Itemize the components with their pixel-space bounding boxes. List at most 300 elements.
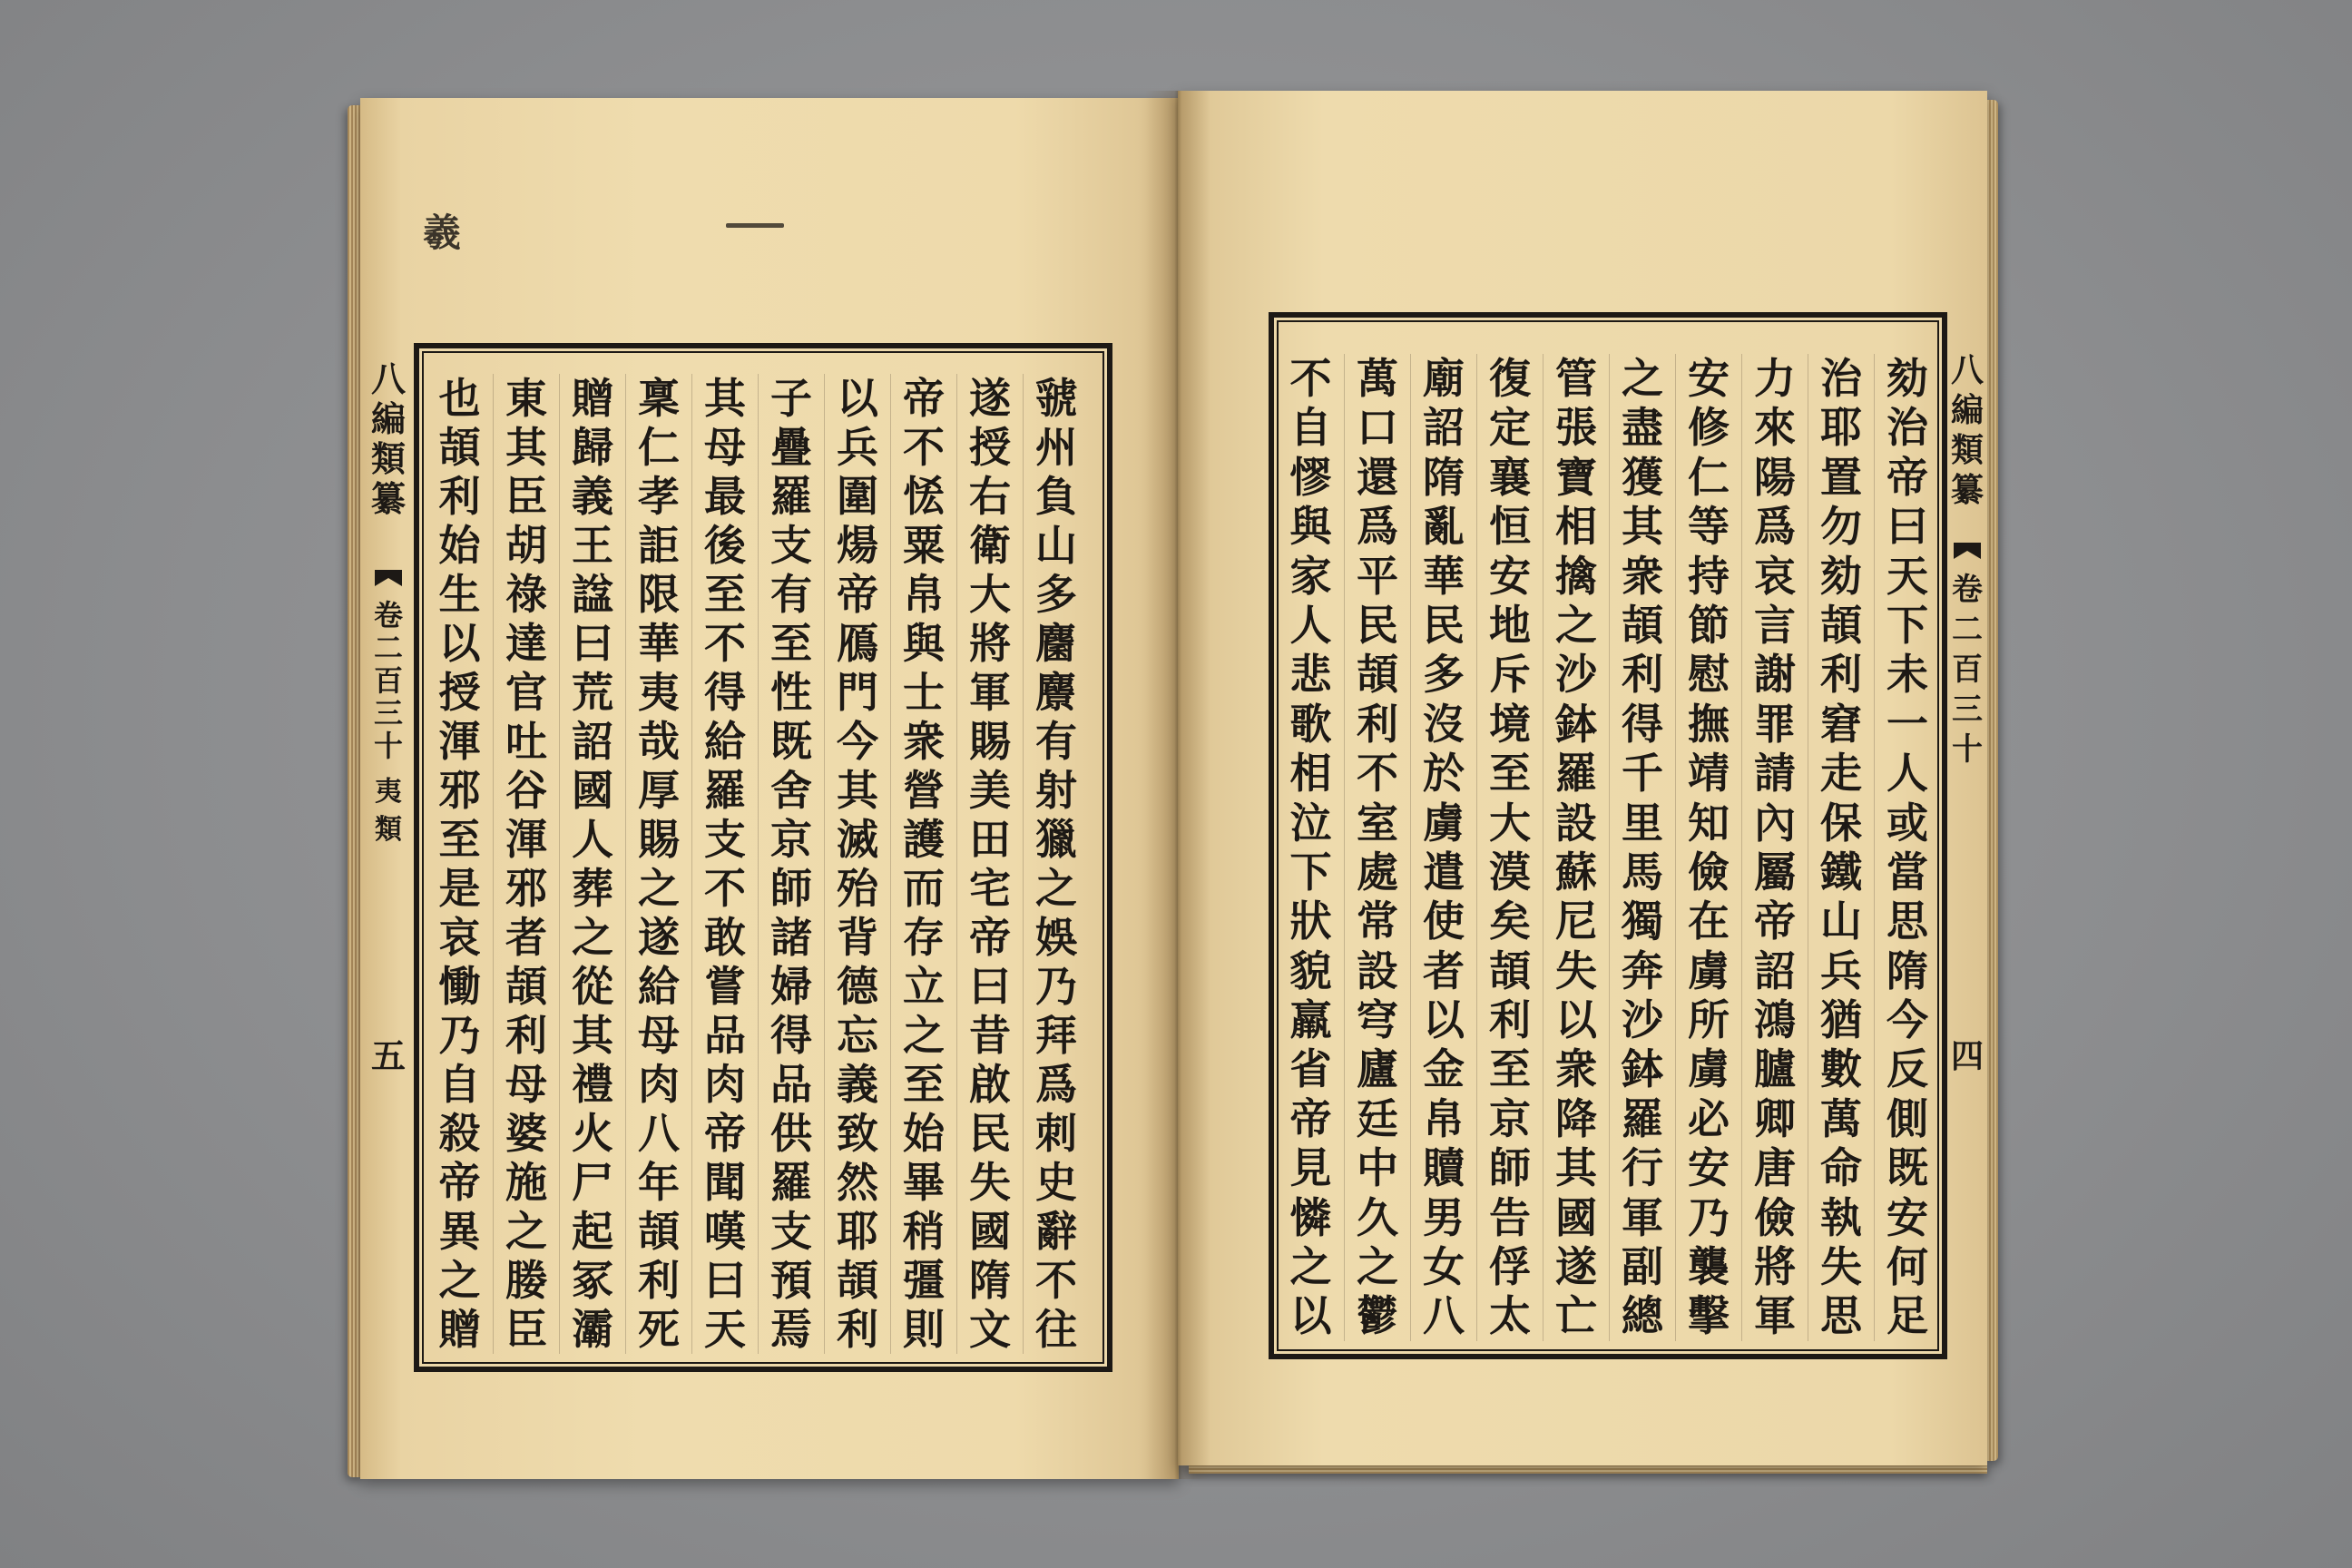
- glyph: 贈: [572, 374, 613, 423]
- text-column: [1410, 354, 1476, 1341]
- glyph: 火: [572, 1109, 613, 1158]
- glyph: 乃: [1688, 1192, 1730, 1242]
- glyph: 儉: [1754, 1192, 1796, 1242]
- glyph: 副: [1622, 1242, 1663, 1292]
- glyph: 自: [438, 1060, 481, 1109]
- glyph: 以: [837, 374, 878, 423]
- glyph: 尸: [572, 1158, 613, 1207]
- glyph: 之: [1622, 354, 1663, 403]
- glyph: 義: [572, 472, 613, 521]
- glyph: 支: [704, 815, 746, 864]
- glyph: 失: [969, 1158, 1011, 1207]
- glyph: 以: [1555, 995, 1597, 1045]
- glyph: 尼: [1555, 897, 1597, 946]
- glyph: 二: [373, 632, 403, 664]
- glyph: 保: [1820, 798, 1862, 848]
- glyph: 窘: [1820, 699, 1862, 749]
- glyph: 不: [1289, 354, 1332, 403]
- glyph: 太: [1489, 1291, 1531, 1341]
- glyph: 稍: [903, 1207, 945, 1256]
- glyph: 罪: [1754, 699, 1796, 749]
- glyph: 安: [1886, 1192, 1928, 1242]
- glyph: 異: [438, 1207, 481, 1256]
- glyph: 遂: [638, 913, 680, 962]
- glyph: 至: [704, 570, 746, 619]
- glyph: 治: [1820, 354, 1862, 403]
- text-column: [691, 374, 758, 1354]
- glyph: 節: [1688, 600, 1730, 650]
- glyph: 男: [1423, 1192, 1465, 1242]
- glyph: 諸: [770, 913, 812, 962]
- glyph: 生: [438, 570, 481, 619]
- glyph: 吐: [505, 717, 547, 766]
- glyph: 等: [1688, 502, 1730, 552]
- glyph: 詔: [1423, 403, 1465, 453]
- glyph: 灞: [572, 1305, 613, 1354]
- glyph: 兵: [837, 423, 878, 472]
- glyph: 臣: [505, 1305, 547, 1354]
- glyph: 帝: [1289, 1093, 1332, 1143]
- glyph: 頡: [1820, 600, 1862, 650]
- glyph: 大: [969, 570, 1011, 619]
- glyph: 軍: [1622, 1192, 1663, 1242]
- glyph: 恒: [1489, 502, 1531, 552]
- glyph: 隋: [969, 1256, 1011, 1305]
- glyph: 啟: [969, 1060, 1011, 1109]
- glyph: 頡: [837, 1256, 878, 1305]
- glyph: 麕: [1035, 619, 1077, 668]
- glyph: 類: [1950, 431, 1984, 469]
- glyph: 側: [1886, 1093, 1928, 1143]
- glyph: 年: [638, 1158, 680, 1207]
- glyph: 請: [1754, 749, 1796, 799]
- glyph: 至: [1489, 1044, 1531, 1094]
- glyph: 必: [1688, 1093, 1730, 1143]
- glyph: 至: [903, 1060, 945, 1109]
- glyph: 之: [638, 864, 680, 913]
- glyph: 羅: [704, 766, 746, 815]
- glyph: 亡: [1555, 1291, 1597, 1341]
- glyph: 千: [1622, 749, 1663, 799]
- glyph: 於: [1423, 749, 1465, 799]
- glyph: 國: [572, 766, 613, 815]
- glyph: 不: [704, 619, 746, 668]
- glyph: 軍: [969, 668, 1011, 717]
- glyph: 穹: [1357, 995, 1398, 1045]
- margin-volume: [368, 599, 408, 762]
- glyph: 之: [438, 1256, 481, 1305]
- glyph: 虜: [1688, 946, 1730, 995]
- glyph: 畢: [903, 1158, 945, 1207]
- glyph: 也: [438, 374, 481, 423]
- glyph: 思: [1820, 1291, 1862, 1341]
- glyph: 天: [704, 1305, 746, 1354]
- glyph: 廟: [1423, 354, 1465, 403]
- glyph: 卿: [1754, 1093, 1796, 1143]
- text-column: [625, 374, 691, 1354]
- glyph: 編: [1950, 391, 1984, 429]
- glyph: 持: [1688, 551, 1730, 601]
- glyph: 往: [1035, 1305, 1077, 1354]
- glyph: 帛: [1423, 1093, 1465, 1143]
- glyph: 既: [1886, 1143, 1928, 1193]
- glyph: 謝: [1754, 650, 1796, 700]
- glyph: 負: [1035, 472, 1077, 521]
- glyph: 久: [1357, 1192, 1398, 1242]
- glyph: 鉢: [1622, 1044, 1663, 1094]
- glyph: 然: [837, 1158, 878, 1207]
- text-column: [1741, 354, 1808, 1341]
- glyph: 百: [1952, 652, 1983, 688]
- glyph: 拜: [1035, 1011, 1077, 1060]
- text-column: [559, 374, 625, 1354]
- glyph: 下: [1886, 600, 1928, 650]
- glyph: 慰: [1688, 650, 1730, 700]
- glyph: 來: [1754, 403, 1796, 453]
- glyph: 鴈: [837, 619, 878, 668]
- glyph: 東: [505, 374, 547, 423]
- glyph: 歸: [572, 423, 613, 472]
- glyph: 當: [1886, 847, 1928, 897]
- glyph: 山: [1035, 521, 1077, 570]
- glyph: 殆: [837, 864, 878, 913]
- glyph: 纂: [1950, 471, 1984, 509]
- glyph: 贖: [1423, 1143, 1465, 1193]
- glyph: 矣: [1489, 897, 1531, 946]
- glyph: 斥: [1489, 650, 1531, 700]
- glyph: 編: [370, 399, 406, 439]
- text-column: [1278, 354, 1344, 1341]
- glyph: 忘: [837, 1011, 878, 1060]
- glyph: 隋: [1886, 946, 1928, 995]
- glyph: 頡: [1489, 946, 1531, 995]
- glyph: 利: [1622, 650, 1663, 700]
- glyph: 處: [1357, 847, 1398, 897]
- glyph: 後: [704, 521, 746, 570]
- glyph: 得: [1622, 699, 1663, 749]
- glyph: 仁: [1688, 452, 1730, 502]
- glyph: 曰: [572, 619, 613, 668]
- text-column: [890, 374, 956, 1354]
- glyph: 相: [1289, 749, 1332, 799]
- glyph: 劾: [1886, 354, 1928, 403]
- glyph: 葬: [572, 864, 613, 913]
- text-column: [824, 374, 890, 1354]
- glyph: 將: [969, 619, 1011, 668]
- glyph: 歌: [1289, 699, 1332, 749]
- glyph: 室: [1357, 798, 1398, 848]
- glyph: 襄: [1489, 452, 1531, 502]
- glyph: 張: [1555, 403, 1597, 453]
- glyph: 足: [1886, 1291, 1928, 1341]
- glyph: 昔: [969, 1011, 1011, 1060]
- glyph: 獲: [1622, 452, 1663, 502]
- glyph: 之: [572, 913, 613, 962]
- glyph: 帛: [903, 570, 945, 619]
- glyph: 頡: [638, 1207, 680, 1256]
- glyph: 憐: [1289, 1192, 1332, 1242]
- glyph: 百: [373, 664, 403, 697]
- glyph: 將: [1754, 1242, 1796, 1292]
- glyph: 荒: [572, 668, 613, 717]
- glyph: 肉: [638, 1060, 680, 1109]
- glyph: 婦: [770, 962, 812, 1011]
- glyph: 肉: [704, 1060, 746, 1109]
- glyph: 境: [1489, 699, 1531, 749]
- glyph: 厚: [638, 766, 680, 815]
- glyph: 哉: [638, 717, 680, 766]
- glyph: 是: [438, 864, 481, 913]
- glyph: 安: [1489, 551, 1531, 601]
- glyph: 置: [1820, 452, 1862, 502]
- gutter-shadow: [1145, 91, 1210, 1479]
- glyph: 殺: [438, 1109, 481, 1158]
- glyph: 羅: [1622, 1093, 1663, 1143]
- glyph: 冢: [572, 1256, 613, 1305]
- glyph: 國: [1555, 1192, 1597, 1242]
- glyph: 慟: [438, 962, 481, 1011]
- glyph: 聞: [704, 1158, 746, 1207]
- glyph: 家: [1289, 551, 1332, 601]
- glyph: 悲: [1289, 650, 1332, 700]
- glyph: 嘆: [704, 1207, 746, 1256]
- glyph: 得: [770, 1011, 812, 1060]
- glyph: 唐: [1754, 1143, 1796, 1193]
- glyph: 省: [1289, 1044, 1332, 1094]
- glyph: 國: [969, 1207, 1011, 1256]
- glyph: 何: [1886, 1242, 1928, 1292]
- glyph: 相: [1555, 502, 1597, 552]
- text-column: [493, 374, 559, 1354]
- glyph: 帝: [969, 913, 1011, 962]
- glyph: 遣: [1423, 847, 1465, 897]
- glyph: 言: [1754, 600, 1796, 650]
- glyph: 授: [969, 423, 1011, 472]
- glyph: 仁: [638, 423, 680, 472]
- glyph: 限: [638, 570, 680, 619]
- glyph: 宅: [969, 864, 1011, 913]
- glyph: 利: [438, 472, 481, 521]
- glyph: 德: [837, 962, 878, 1011]
- glyph: 耶: [1820, 403, 1862, 453]
- page-number: [367, 1034, 410, 1078]
- glyph: 今: [837, 717, 878, 766]
- glyph: 衛: [969, 521, 1011, 570]
- glyph: 其: [505, 423, 547, 472]
- glyph: 之: [903, 1011, 945, 1060]
- glyph: 獵: [1035, 815, 1077, 864]
- glyph: 官: [505, 668, 547, 717]
- glyph: 屬: [1754, 847, 1796, 897]
- glyph: 射: [1035, 766, 1077, 815]
- glyph: 乃: [438, 1011, 481, 1060]
- glyph: 里: [1622, 798, 1663, 848]
- glyph: 利: [638, 1256, 680, 1305]
- glyph: 口: [1357, 403, 1398, 453]
- glyph: 門: [837, 668, 878, 717]
- glyph: 獨: [1622, 897, 1663, 946]
- glyph: 始: [438, 521, 481, 570]
- glyph: 帝: [903, 374, 945, 423]
- glyph: 之: [505, 1207, 547, 1256]
- glyph: 胡: [505, 521, 547, 570]
- glyph: 帝: [704, 1109, 746, 1158]
- glyph: 達: [505, 619, 547, 668]
- glyph: 其: [837, 766, 878, 815]
- glyph: 憀: [1289, 452, 1332, 502]
- glyph: 之: [1357, 1242, 1398, 1292]
- glyph: 設: [1357, 946, 1398, 995]
- glyph: 以: [1423, 995, 1465, 1045]
- glyph: 其: [1555, 1143, 1597, 1193]
- glyph: 鬱: [1357, 1291, 1398, 1341]
- glyph: 媵: [505, 1256, 547, 1305]
- glyph: 祿: [505, 570, 547, 619]
- glyph: 至: [438, 815, 481, 864]
- glyph: 泣: [1289, 798, 1332, 848]
- glyph: 彊: [903, 1256, 945, 1305]
- glyph: 今: [1886, 995, 1928, 1045]
- glyph: 施: [505, 1158, 547, 1207]
- glyph: 邪: [505, 864, 547, 913]
- glyph: 恡: [903, 472, 945, 521]
- glyph: 失: [1555, 946, 1597, 995]
- glyph: 之: [1035, 864, 1077, 913]
- glyph: 使: [1423, 897, 1465, 946]
- glyph: 定: [1489, 403, 1531, 453]
- glyph: 爲: [1035, 1060, 1077, 1109]
- glyph: 卷: [373, 599, 403, 632]
- text-column: [758, 374, 824, 1354]
- glyph: 右: [969, 472, 1011, 521]
- glyph: 粟: [903, 521, 945, 570]
- glyph: 三: [373, 697, 403, 730]
- glyph: 京: [770, 815, 812, 864]
- glyph: 預: [770, 1256, 812, 1305]
- glyph: 遂: [1555, 1242, 1597, 1292]
- glyph: 存: [903, 913, 945, 962]
- glyph: 與: [1289, 502, 1332, 552]
- glyph: 者: [1423, 946, 1465, 995]
- glyph: 八: [370, 359, 406, 399]
- glyph: 擊: [1688, 1291, 1730, 1341]
- glyph: 不: [1035, 1256, 1077, 1305]
- glyph: 設: [1555, 798, 1597, 848]
- glyph: 亂: [1423, 502, 1465, 552]
- glyph: 母: [638, 1011, 680, 1060]
- glyph: 見: [1289, 1143, 1332, 1193]
- glyph: 疊: [770, 423, 812, 472]
- glyph: 敢: [704, 913, 746, 962]
- glyph: 陽: [1754, 452, 1796, 502]
- glyph: 人: [572, 815, 613, 864]
- glyph: 背: [837, 913, 878, 962]
- glyph: 性: [770, 668, 812, 717]
- glyph: 婆: [505, 1109, 547, 1158]
- glyph: 史: [1035, 1158, 1077, 1207]
- glyph: 舍: [770, 766, 812, 815]
- glyph: 執: [1820, 1192, 1862, 1242]
- glyph: 最: [704, 472, 746, 521]
- glyph: 利: [837, 1305, 878, 1354]
- glyph: 中: [1357, 1143, 1398, 1193]
- glyph: 營: [903, 766, 945, 815]
- glyph: 走: [1820, 749, 1862, 799]
- glyph: 山: [1820, 897, 1862, 946]
- glyph: 頡: [505, 962, 547, 1011]
- glyph: 羅: [770, 472, 812, 521]
- text-column: [1675, 354, 1741, 1341]
- glyph: 孝: [638, 472, 680, 521]
- glyph: 鐵: [1820, 847, 1862, 897]
- glyph: 修: [1688, 403, 1730, 453]
- glyph: 平: [1357, 551, 1398, 601]
- glyph: 內: [1754, 798, 1796, 848]
- glyph: 諡: [572, 570, 613, 619]
- glyph: 管: [1555, 354, 1597, 403]
- glyph: 士: [903, 668, 945, 717]
- glyph: 虜: [1688, 1044, 1730, 1094]
- glyph: 煬: [837, 521, 878, 570]
- glyph: 民: [1423, 600, 1465, 650]
- glyph: 而: [903, 864, 945, 913]
- text-column: [1874, 354, 1940, 1341]
- glyph: 護: [903, 815, 945, 864]
- ink-dash-mark: [726, 223, 784, 228]
- glyph: 臣: [505, 472, 547, 521]
- glyph: 爲: [1357, 502, 1398, 552]
- text-column: [1476, 354, 1543, 1341]
- glyph: 力: [1754, 354, 1796, 403]
- glyph: 始: [903, 1109, 945, 1158]
- glyph: 麖: [1035, 668, 1077, 717]
- glyph: 辭: [1035, 1207, 1077, 1256]
- glyph: 利: [1357, 699, 1398, 749]
- glyph: 隋: [1423, 452, 1465, 502]
- glyph: 襲: [1688, 1242, 1730, 1292]
- text-column: [1808, 354, 1874, 1341]
- glyph: 總: [1622, 1291, 1663, 1341]
- glyph: 之: [1555, 600, 1597, 650]
- glyph: 衆: [1622, 551, 1663, 601]
- glyph: 禮: [572, 1060, 613, 1109]
- glyph: 則: [903, 1305, 945, 1354]
- glyph: 虢: [1035, 374, 1077, 423]
- glyph: 曰: [1886, 502, 1928, 552]
- glyph: 蘇: [1555, 847, 1597, 897]
- glyph: 賜: [969, 717, 1011, 766]
- glyph: 纂: [370, 479, 406, 519]
- glyph: 詔: [572, 717, 613, 766]
- glyph: 多: [1035, 570, 1077, 619]
- glyph: 女: [1423, 1242, 1465, 1292]
- glyph: 贈: [438, 1305, 481, 1354]
- glyph: 沒: [1423, 699, 1465, 749]
- margin-title: [367, 359, 410, 519]
- glyph: 劾: [1820, 551, 1862, 601]
- glyph: 利: [505, 1011, 547, 1060]
- glyph: 供: [770, 1109, 812, 1158]
- glyph: 支: [770, 521, 812, 570]
- glyph: 帝: [438, 1158, 481, 1207]
- glyph: 哀: [438, 913, 481, 962]
- text-column: [1543, 354, 1609, 1341]
- glyph: 不: [903, 423, 945, 472]
- text-column: [956, 374, 1023, 1354]
- glyph: 王: [572, 521, 613, 570]
- glyph: 馬: [1622, 847, 1663, 897]
- glyph: 渾: [505, 815, 547, 864]
